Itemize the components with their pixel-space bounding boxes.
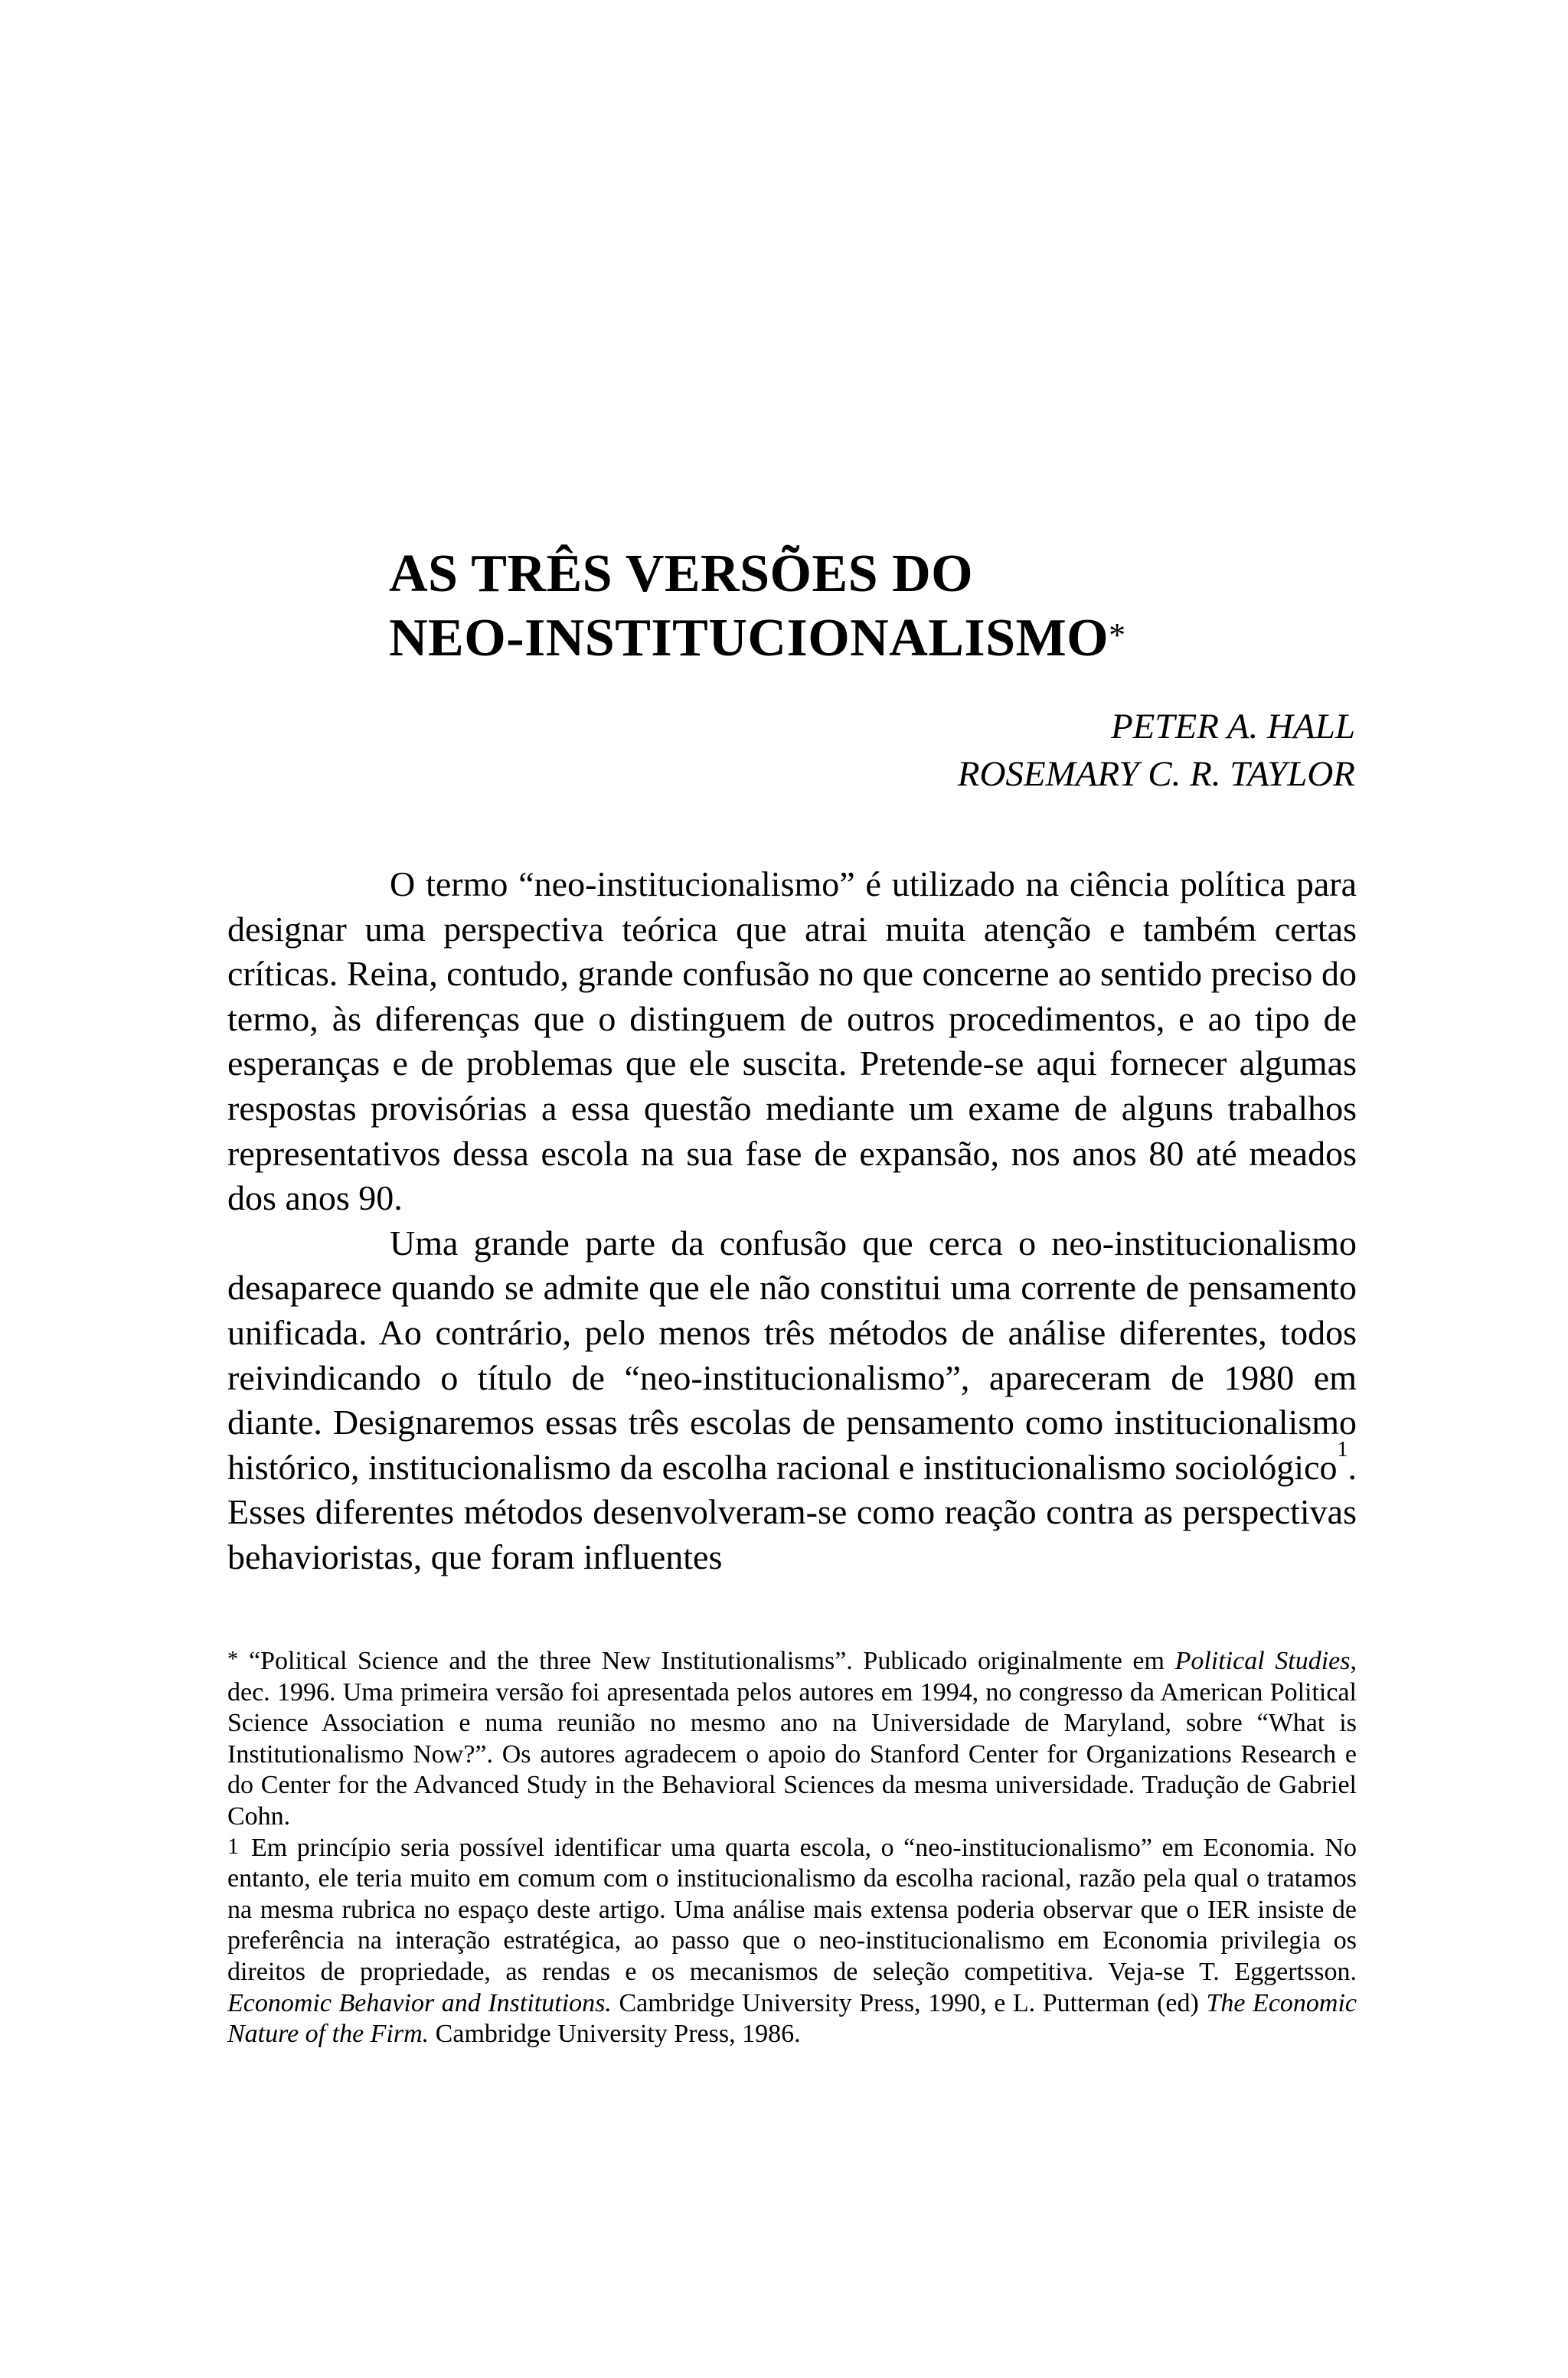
body-paragraph-1: O termo “neo-institucionalismo” é utilizado na ciência política para designar uma perspectiva teórica que atrai muita atenção e também certas críticas. Reina, contudo, grande confusão no que concerne ao sentido preciso do termo, às diferenças que o distinguem de outros procedimentos, e ao tipo de esperanças e de problemas que ele suscita. Pretende-se aqui fornecer algumas respostas provisórias a essa questão mediante um exame de alguns trabalhos representativos dessa escola na sua fase de expansão, nos anos 80 até meados dos anos 90. [227, 864, 1357, 1218]
paragraph-2-text-a: Uma grande parte da confusão que cerca o neo-institucionalismo desaparece quando se admite que ele não constitui uma corrente de pensamento unificada. Ao contrário, pelo menos três métodos de análise diferentes, todos reivindicando o título de “neo-institucionalismo”, apareceram de 1980 em diante. Designaremos essas três escolas de pensamento como institucionalismo histórico, institucionalismo da escolha racional e institucionalismo sociológico [227, 1223, 1357, 1487]
footnote-star-mark: * [227, 1648, 238, 1671]
footnote-1-book-1: Economic Behavior and Institutions. [227, 1988, 612, 2017]
paragraph-2-text-b: . Esses diferentes métodos desenvolveram-se como reação contra as perspectivas behavioristas, que foram influentes [227, 1447, 1357, 1576]
footnote-star-journal: Political Studies [1174, 1647, 1351, 1675]
author-name: ROSEMARY C. R. TAYLOR [957, 754, 1355, 794]
footnote-1-book-2: The Economic Nature of the Firm. [227, 1988, 1357, 2049]
footnote-1-text-b: Cambridge University Press, 1990, e L. Putterman (ed) [611, 1988, 1207, 2017]
title-line-2 [389, 606, 1384, 671]
footnote-star [227, 1646, 1357, 1833]
title-footnote-marker[interactable]: * [1109, 616, 1126, 654]
title-line-2-text: NEO-INSTITUCIONALISMO [389, 609, 1109, 668]
author-list [958, 703, 1355, 798]
footnote-star-text-a: “Political Science and the three New Institutionalisms”. Publicado originalmente em [249, 1647, 1175, 1675]
footnote-ref-1[interactable]: 1 [1337, 1437, 1348, 1462]
footnote-1-mark: 1 [227, 1833, 239, 1859]
body-paragraph-2 [227, 1221, 1357, 1580]
article-title [389, 542, 1384, 671]
title-line-1: AS TRÊS VERSÕES DO [389, 544, 974, 603]
author-name: PETER A. HALL [1110, 707, 1355, 746]
footnote-1-text-c: Cambridge University Press, 1986. [429, 2020, 801, 2049]
footnotes [227, 1646, 1357, 2050]
footnote-1-text-a: Em princípio seria possível identificar uma quarta escola, o “neo-institucionalismo” em Economia. No entanto, ele teria muito em comum com o institucionalismo da escolha racional, razão pela qual o tratamos na mesma rubrica no espaço deste artigo. Uma análise mais extensa poderia observar que o IER insiste de preferência na interação estratégica, ao passo que o neo-institucionalismo em Economia privilegia os direitos de propriedade, as rendas e os mecanismos de seleção competitiva. Veja-se T. Eggertsson. [227, 1833, 1357, 1986]
footnote-star-text-b: , dec. 1996. Uma primeira versão foi apresentada pelos autores em 1994, no congresso da American Political Science Association e numa reunião no mesmo ano na Universidade de Maryland, sobre “What is Institutionalismo Now?”. Os autores agradecem o apoio do Stanford Center for Organizations Research e do Center for the Advanced Study in the Behavioral Sciences da mesma universidade. Tradução de Gabriel Cohn. [227, 1647, 1357, 1831]
article-body [227, 862, 1357, 1580]
footnote-1 [227, 1833, 1357, 2050]
